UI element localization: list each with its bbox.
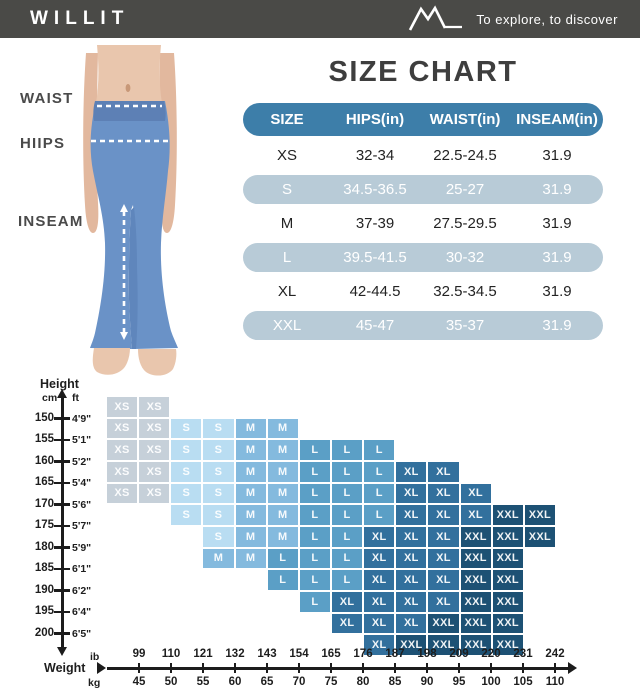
grid-cell-l: L bbox=[300, 462, 330, 482]
weight-tick-mark bbox=[170, 663, 172, 673]
table-cell-hips: 42-44.5 bbox=[349, 283, 401, 300]
table-cell-waist: 22.5-24.5 bbox=[433, 147, 497, 164]
grid-cell-xxl: XXL bbox=[493, 527, 523, 547]
grid-cell-xxl: XXL bbox=[461, 614, 491, 634]
weight-tick-mark bbox=[522, 663, 524, 673]
hips-label: HIIPS bbox=[20, 135, 66, 152]
grid-cell-xl: XL bbox=[396, 527, 426, 547]
grid-cell-xl: XL bbox=[396, 484, 426, 504]
weight-tick-lb: 121 bbox=[193, 648, 213, 660]
grid-cell-xl: XL bbox=[428, 570, 458, 590]
grid-cell-xl: XL bbox=[428, 505, 458, 525]
grid-cell-m: M bbox=[268, 527, 298, 547]
grid-cell-xl: XL bbox=[364, 570, 394, 590]
table-cell-inseam: 31.9 bbox=[542, 249, 572, 266]
grid-cell-xs: XS bbox=[139, 462, 169, 482]
grid-cell-l: L bbox=[332, 527, 362, 547]
grid-cell-s: S bbox=[203, 527, 233, 547]
height-tick-mark bbox=[54, 482, 70, 484]
grid-cell-xl: XL bbox=[396, 570, 426, 590]
table-cell-hips: 45-47 bbox=[355, 317, 395, 334]
column-header-size: SIZE bbox=[270, 111, 304, 128]
grid-cell-xxl: XXL bbox=[461, 527, 491, 547]
grid-cell-m: M bbox=[236, 484, 266, 504]
table-cell-waist: 32.5-34.5 bbox=[433, 283, 497, 300]
weight-tick-lb: 99 bbox=[132, 648, 146, 660]
slogan-text: To explore, to discover bbox=[476, 11, 618, 27]
grid-cell-xl: XL bbox=[428, 462, 458, 482]
grid-cell-xxl: XXL bbox=[525, 505, 555, 525]
grid-cell-xs: XS bbox=[107, 440, 137, 460]
grid-cell-m: M bbox=[268, 440, 298, 460]
weight-tick-kg: 80 bbox=[356, 676, 370, 688]
table-cell-inseam: 31.9 bbox=[542, 147, 572, 164]
weight-tick-mark bbox=[554, 663, 556, 673]
grid-cell-xl: XL bbox=[428, 549, 458, 569]
height-tick-cm: 200 bbox=[34, 626, 54, 639]
grid-cell-xxl: XXL bbox=[461, 592, 491, 612]
table-cell-size: S bbox=[281, 181, 292, 198]
grid-cell-l: L bbox=[332, 484, 362, 504]
grid-cell-l: L bbox=[364, 484, 394, 504]
table-cell-hips: 34.5-36.5 bbox=[343, 181, 407, 198]
weight-tick-kg: 95 bbox=[452, 676, 466, 688]
height-tick-mark bbox=[54, 460, 70, 462]
height-tick-cm: 195 bbox=[34, 605, 54, 617]
grid-cell-s: S bbox=[171, 419, 201, 439]
grid-cell-xl: XL bbox=[428, 484, 458, 504]
table-cell-inseam: 31.9 bbox=[542, 283, 572, 300]
grid-cell-l: L bbox=[332, 462, 362, 482]
grid-cell-xs: XS bbox=[139, 440, 169, 460]
weight-tick-mark bbox=[266, 663, 268, 673]
grid-cell-l: L bbox=[364, 440, 394, 460]
table-cell-waist: 27.5-29.5 bbox=[433, 215, 497, 232]
weight-tick-lb: 231 bbox=[513, 648, 533, 660]
weight-tick-lb: 220 bbox=[481, 648, 501, 660]
height-tick-cm: 175 bbox=[34, 519, 54, 531]
weight-tick-lb: 176 bbox=[353, 648, 373, 660]
weight-tick-mark bbox=[490, 663, 492, 673]
height-tick-ft: 6'1" bbox=[72, 563, 92, 575]
grid-cell-xl: XL bbox=[396, 614, 426, 634]
grid-cell-l: L bbox=[332, 549, 362, 569]
weight-tick-lb: 132 bbox=[225, 648, 245, 660]
height-axis-title: Height bbox=[40, 377, 79, 391]
height-tick-cm: 190 bbox=[34, 583, 54, 596]
weight-unit-kg: kg bbox=[88, 677, 101, 689]
grid-cell-l: L bbox=[300, 549, 330, 569]
grid-cell-s: S bbox=[203, 505, 233, 525]
weight-tick-kg: 45 bbox=[132, 676, 146, 688]
grid-cell-s: S bbox=[171, 484, 201, 504]
grid-cell-s: S bbox=[203, 484, 233, 504]
grid-cell-xxl: XXL bbox=[493, 592, 523, 612]
weight-tick-lb: 187 bbox=[385, 648, 405, 660]
grid-cell-xxl: XXL bbox=[428, 635, 458, 655]
grid-cell-xl: XL bbox=[461, 484, 491, 504]
grid-cell-l: L bbox=[300, 484, 330, 504]
table-cell-size: XXL bbox=[272, 317, 302, 334]
weight-tick-kg: 65 bbox=[260, 676, 274, 688]
grid-cell-m: M bbox=[203, 549, 233, 569]
table-cell-size: XS bbox=[276, 147, 297, 164]
height-tick-mark bbox=[54, 589, 70, 591]
column-header-waist: WAIST(in) bbox=[429, 111, 501, 128]
grid-cell-xl: XL bbox=[396, 505, 426, 525]
height-tick-cm: 165 bbox=[34, 476, 54, 488]
height-tick-mark bbox=[54, 417, 70, 419]
grid-cell-l: L bbox=[300, 505, 330, 525]
weight-tick-kg: 100 bbox=[481, 676, 501, 688]
grid-cell-xs: XS bbox=[139, 419, 169, 439]
table-cell-size: L bbox=[282, 249, 292, 266]
height-tick-ft: 5'6" bbox=[72, 498, 92, 511]
weight-tick-lb: 198 bbox=[417, 648, 437, 660]
weight-tick-mark bbox=[394, 663, 396, 673]
column-header-inseam: INSEAM(in) bbox=[516, 111, 598, 128]
height-tick-cm: 150 bbox=[34, 411, 54, 424]
grid-cell-xxl: XXL bbox=[525, 527, 555, 547]
grid-cell-xs: XS bbox=[107, 462, 137, 482]
weight-tick-kg: 60 bbox=[228, 676, 242, 688]
weight-tick-kg: 85 bbox=[388, 676, 402, 688]
weight-tick-kg: 70 bbox=[292, 676, 306, 688]
height-tick-ft: 6'2" bbox=[72, 584, 92, 597]
height-unit-cm: cm bbox=[42, 392, 58, 404]
waist-label: WAIST bbox=[20, 90, 74, 107]
grid-cell-m: M bbox=[236, 527, 266, 547]
grid-cell-xl: XL bbox=[364, 549, 394, 569]
grid-cell-xs: XS bbox=[107, 397, 137, 417]
grid-cell-l: L bbox=[300, 440, 330, 460]
height-tick-mark bbox=[54, 503, 70, 505]
height-tick-ft: 4'9" bbox=[72, 412, 92, 425]
table-cell-size: XL bbox=[277, 283, 297, 300]
grid-cell-m: M bbox=[268, 484, 298, 504]
height-tick-mark bbox=[54, 546, 70, 548]
grid-cell-m: M bbox=[236, 462, 266, 482]
grid-cell-xl: XL bbox=[396, 549, 426, 569]
table-cell-inseam: 31.9 bbox=[542, 181, 572, 198]
grid-cell-s: S bbox=[171, 462, 201, 482]
weight-tick-mark bbox=[362, 663, 364, 673]
table-cell-inseam: 31.9 bbox=[542, 317, 572, 334]
height-tick-mark bbox=[54, 611, 70, 613]
column-header-hips: HIPS(in) bbox=[345, 111, 405, 128]
table-cell-hips: 32-34 bbox=[355, 147, 395, 164]
weight-tick-mark bbox=[234, 663, 236, 673]
height-axis-arrow-bottom bbox=[57, 647, 67, 656]
weight-tick-mark bbox=[458, 663, 460, 673]
grid-cell-l: L bbox=[300, 592, 330, 612]
weight-unit-lb: ib bbox=[90, 651, 100, 663]
weight-tick-lb: 154 bbox=[289, 648, 309, 660]
height-tick-ft: 5'1" bbox=[72, 434, 92, 446]
grid-cell-xl: XL bbox=[364, 635, 394, 655]
inseam-label: INSEAM bbox=[18, 213, 84, 230]
grid-cell-xl: XL bbox=[461, 505, 491, 525]
brand-logo: WILLIT bbox=[30, 8, 130, 29]
height-tick-cm: 170 bbox=[34, 497, 54, 510]
grid-cell-l: L bbox=[300, 527, 330, 547]
grid-cell-s: S bbox=[203, 462, 233, 482]
grid-cell-xl: XL bbox=[364, 527, 394, 547]
grid-cell-xl: XL bbox=[364, 592, 394, 612]
grid-cell-xs: XS bbox=[139, 397, 169, 417]
grid-cell-xl: XL bbox=[396, 462, 426, 482]
weight-tick-kg: 50 bbox=[164, 676, 178, 688]
table-cell-size: M bbox=[280, 215, 294, 232]
weight-tick-kg: 105 bbox=[513, 676, 533, 688]
grid-cell-m: M bbox=[236, 440, 266, 460]
grid-cell-l: L bbox=[268, 549, 298, 569]
grid-cell-xxl: XXL bbox=[396, 635, 426, 655]
weight-tick-kg: 75 bbox=[324, 676, 338, 688]
grid-cell-m: M bbox=[236, 549, 266, 569]
grid-cell-xl: XL bbox=[332, 592, 362, 612]
size-chart-title: SIZE CHART bbox=[328, 56, 518, 88]
grid-cell-l: L bbox=[300, 570, 330, 590]
grid-cell-xs: XS bbox=[107, 484, 137, 504]
height-tick-ft: 5'2" bbox=[72, 455, 92, 468]
grid-cell-s: S bbox=[171, 440, 201, 460]
weight-tick-mark bbox=[298, 663, 300, 673]
grid-cell-xxl: XXL bbox=[461, 570, 491, 590]
grid-cell-l: L bbox=[364, 505, 394, 525]
height-tick-ft: 5'9" bbox=[72, 541, 92, 554]
grid-cell-xxl: XXL bbox=[461, 635, 491, 655]
weight-tick-kg: 110 bbox=[545, 676, 565, 688]
grid-cell-s: S bbox=[171, 505, 201, 525]
grid-cell-l: L bbox=[332, 440, 362, 460]
height-tick-mark bbox=[54, 525, 70, 527]
grid-cell-l: L bbox=[332, 505, 362, 525]
weight-axis-arrow-left bbox=[97, 662, 106, 674]
grid-cell-m: M bbox=[268, 505, 298, 525]
table-cell-waist: 25-27 bbox=[445, 181, 485, 198]
grid-cell-xxl: XXL bbox=[428, 614, 458, 634]
height-tick-mark bbox=[54, 439, 70, 441]
weight-tick-kg: 55 bbox=[196, 676, 210, 688]
height-tick-cm: 185 bbox=[34, 562, 54, 574]
grid-cell-xl: XL bbox=[332, 614, 362, 634]
weight-tick-mark bbox=[426, 663, 428, 673]
grid-cell-m: M bbox=[236, 505, 266, 525]
grid-cell-xxl: XXL bbox=[493, 635, 523, 655]
grid-cell-xxl: XXL bbox=[461, 549, 491, 569]
height-tick-ft: 6'4" bbox=[72, 606, 92, 618]
height-tick-mark bbox=[54, 632, 70, 634]
height-tick-cm: 160 bbox=[34, 454, 54, 467]
table-cell-waist: 35-37 bbox=[445, 317, 485, 334]
table-cell-hips: 39.5-41.5 bbox=[343, 249, 407, 266]
grid-cell-s: S bbox=[203, 440, 233, 460]
grid-cell-xxl: XXL bbox=[493, 505, 523, 525]
weight-tick-mark bbox=[138, 663, 140, 673]
height-tick-cm: 180 bbox=[34, 540, 54, 553]
grid-cell-xxl: XXL bbox=[493, 570, 523, 590]
height-tick-ft: 6'5" bbox=[72, 627, 92, 640]
grid-cell-l: L bbox=[268, 570, 298, 590]
height-axis-arrow-top bbox=[57, 389, 67, 398]
weight-tick-kg: 90 bbox=[420, 676, 434, 688]
height-axis-line bbox=[61, 397, 64, 647]
grid-cell-xl: XL bbox=[428, 527, 458, 547]
weight-axis-line bbox=[107, 667, 569, 670]
weight-tick-lb: 209 bbox=[449, 648, 469, 660]
weight-tick-lb: 110 bbox=[161, 648, 181, 660]
grid-cell-xl: XL bbox=[396, 592, 426, 612]
grid-cell-m: M bbox=[268, 462, 298, 482]
height-tick-ft: 5'4" bbox=[72, 477, 92, 489]
grid-cell-s: S bbox=[203, 419, 233, 439]
grid-cell-m: M bbox=[268, 419, 298, 439]
weight-tick-mark bbox=[202, 663, 204, 673]
grid-cell-l: L bbox=[364, 462, 394, 482]
height-tick-cm: 155 bbox=[34, 433, 54, 445]
grid-cell-xl: XL bbox=[428, 592, 458, 612]
height-tick-mark bbox=[54, 568, 70, 570]
grid-cell-xxl: XXL bbox=[493, 614, 523, 634]
weight-tick-mark bbox=[330, 663, 332, 673]
grid-cell-xs: XS bbox=[107, 419, 137, 439]
weight-axis-title: Weight bbox=[44, 661, 86, 675]
weight-tick-lb: 242 bbox=[545, 648, 565, 660]
table-cell-inseam: 31.9 bbox=[542, 215, 572, 232]
grid-cell-xs: XS bbox=[139, 484, 169, 504]
weight-tick-lb: 143 bbox=[257, 648, 277, 660]
grid-cell-m: M bbox=[236, 419, 266, 439]
weight-axis-arrow-right bbox=[568, 662, 577, 674]
grid-cell-xl: XL bbox=[364, 614, 394, 634]
table-cell-waist: 30-32 bbox=[445, 249, 485, 266]
grid-cell-l: L bbox=[332, 570, 362, 590]
weight-tick-lb: 165 bbox=[321, 648, 341, 660]
grid-cell-xxl: XXL bbox=[493, 549, 523, 569]
size-grid bbox=[107, 397, 555, 655]
table-cell-hips: 37-39 bbox=[355, 215, 395, 232]
height-unit-ft: ft bbox=[72, 392, 79, 404]
height-tick-ft: 5'7" bbox=[72, 520, 92, 532]
